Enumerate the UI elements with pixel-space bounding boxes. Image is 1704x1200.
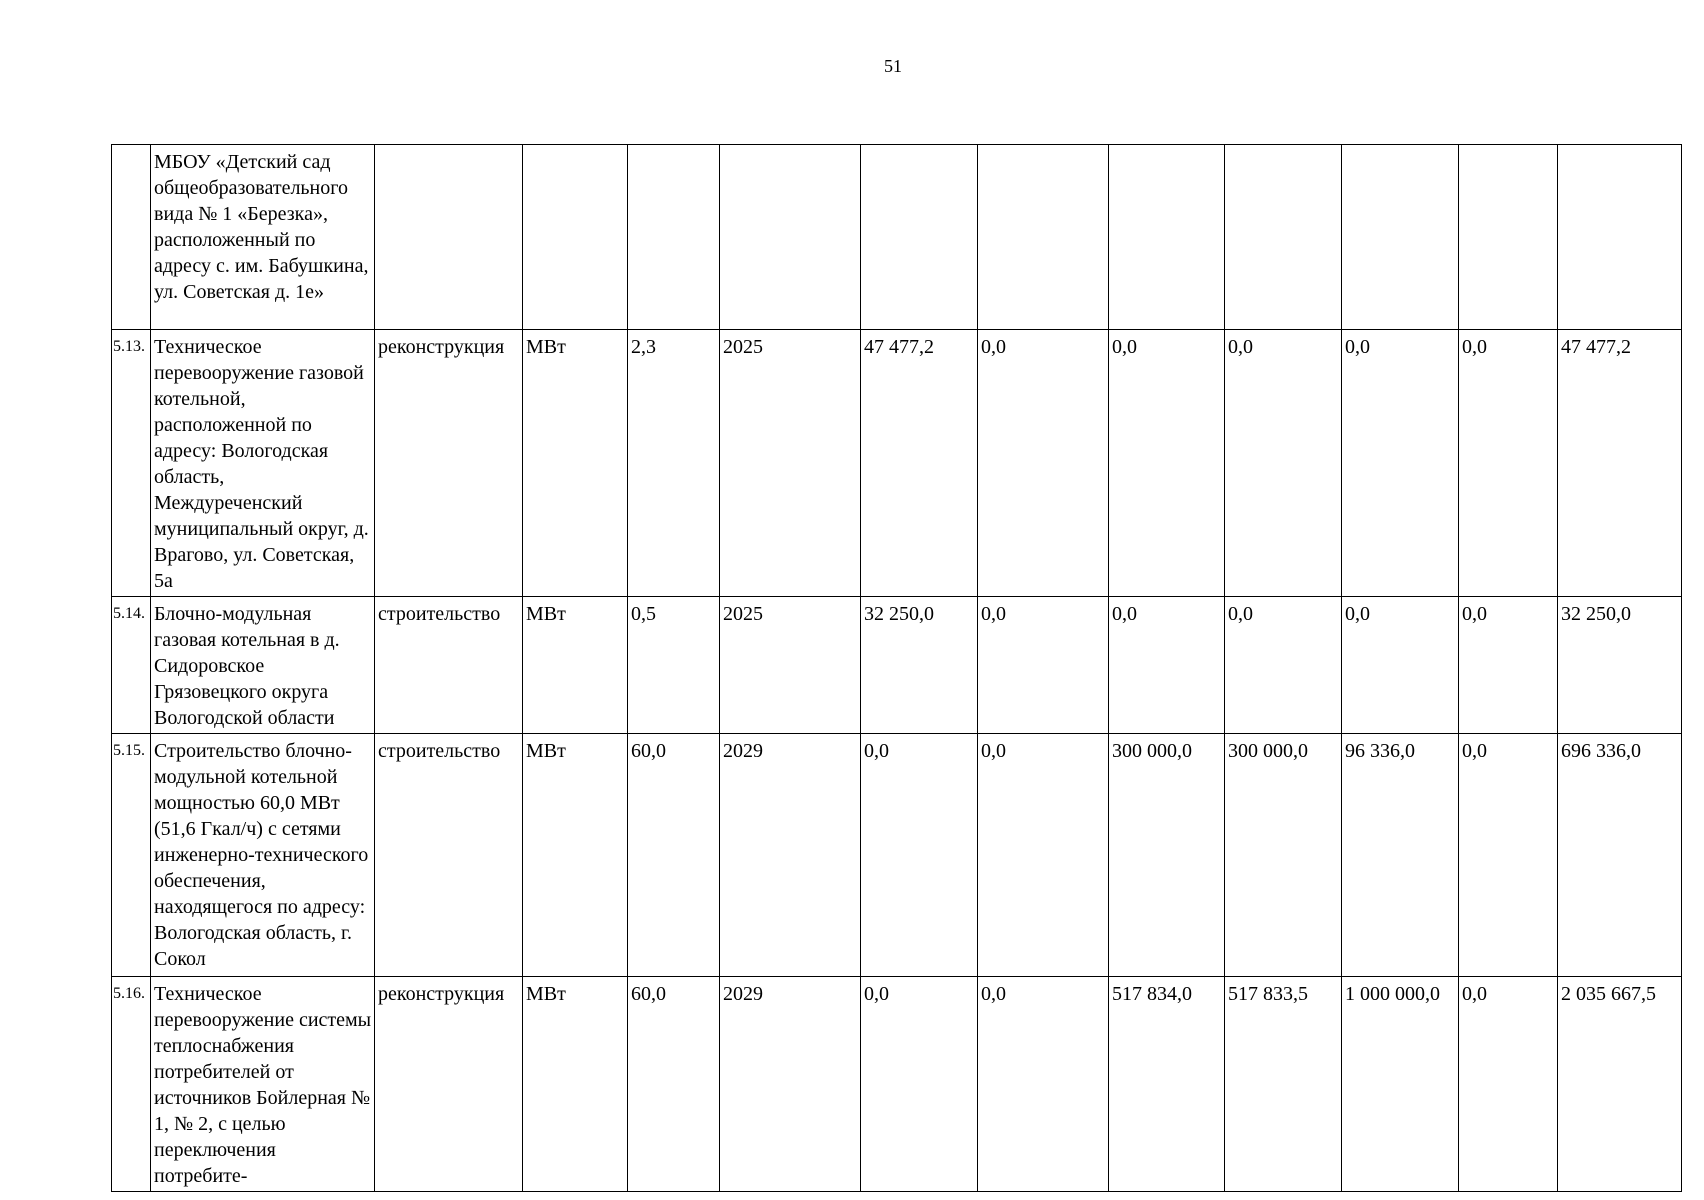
cell-value-3: 517 834,0 — [1109, 977, 1225, 1192]
cell-total: 696 336,0 — [1558, 734, 1682, 977]
cell-work-type: строительство — [375, 734, 523, 977]
cell-value-2: 0,0 — [978, 330, 1109, 597]
cell-capacity: 0,5 — [628, 597, 720, 734]
cell-capacity: 60,0 — [628, 977, 720, 1192]
cell-value-4: 517 833,5 — [1225, 977, 1342, 1192]
cell-work-type: реконструкция — [375, 330, 523, 597]
investment-table — [111, 144, 1682, 1192]
cell-object-name: Блочно-модульная газовая котельная в д. Сидоровское Грязовецкого округа Вологодской области — [151, 597, 375, 734]
cell-object-name: МБОУ «Детский сад общеобразовательного вида № 1 «Березка», расположенный по адресу с. им. Бабушкина, ул. Советская д. 1е» — [151, 145, 375, 330]
cell-value-1 — [861, 145, 978, 330]
cell-object-name: Техническое перевооружение системы теплоснабжения потребителей от источников Бойлерная № 1, № 2, с целью переключения потребите- — [151, 977, 375, 1192]
cell-work-type: реконструкция — [375, 977, 523, 1192]
cell-capacity: 60,0 — [628, 734, 720, 977]
cell-unit: МВт — [523, 597, 628, 734]
table-row — [112, 977, 1682, 1192]
cell-year: 2029 — [720, 734, 861, 977]
cell-value-3: 300 000,0 — [1109, 734, 1225, 977]
cell-year: 2029 — [720, 977, 861, 1192]
cell-unit: МВт — [523, 330, 628, 597]
cell-value-1: 0,0 — [861, 734, 978, 977]
table-row — [112, 597, 1682, 734]
table-row — [112, 145, 1682, 330]
cell-value-4: 0,0 — [1225, 597, 1342, 734]
cell-value-5: 0,0 — [1342, 330, 1459, 597]
cell-capacity: 2,3 — [628, 330, 720, 597]
cell-object-name: Строительство блочно-модульной котельной мощностью 60,0 МВт (51,6 Гкал/ч) с сетями инженерно-технического обеспечения, находящегося по адресу: Вологодская область, г. Сокол — [151, 734, 375, 977]
cell-value-2 — [978, 145, 1109, 330]
cell-value-4 — [1225, 145, 1342, 330]
cell-value-2: 0,0 — [978, 734, 1109, 977]
cell-value-3 — [1109, 145, 1225, 330]
cell-value-3: 0,0 — [1109, 330, 1225, 597]
cell-year: 2025 — [720, 330, 861, 597]
cell-value-6 — [1459, 145, 1558, 330]
cell-year — [720, 145, 861, 330]
table-row — [112, 330, 1682, 597]
cell-row-number: 5.14. — [112, 597, 151, 734]
cell-value-5: 0,0 — [1342, 597, 1459, 734]
page-number: 51 — [884, 56, 902, 76]
cell-unit — [523, 145, 628, 330]
cell-row-number: 5.15. — [112, 734, 151, 977]
cell-work-type: строительство — [375, 597, 523, 734]
cell-value-6: 0,0 — [1459, 734, 1558, 977]
cell-row-number — [112, 145, 151, 330]
cell-value-2: 0,0 — [978, 977, 1109, 1192]
cell-capacity — [628, 145, 720, 330]
cell-unit: МВт — [523, 734, 628, 977]
cell-value-1: 47 477,2 — [861, 330, 978, 597]
cell-value-1: 0,0 — [861, 977, 978, 1192]
cell-value-3: 0,0 — [1109, 597, 1225, 734]
cell-value-5: 1 000 000,0 — [1342, 977, 1459, 1192]
cell-value-1: 32 250,0 — [861, 597, 978, 734]
cell-value-5: 96 336,0 — [1342, 734, 1459, 977]
cell-value-2: 0,0 — [978, 597, 1109, 734]
cell-year: 2025 — [720, 597, 861, 734]
cell-total: 2 035 667,5 — [1558, 977, 1682, 1192]
cell-unit: МВт — [523, 977, 628, 1192]
cell-value-4: 0,0 — [1225, 330, 1342, 597]
cell-object-name: Техническое перевооружение газовой котельной, расположенной по адресу: Вологодская область, Междуреченский муниципальный округ, д. Врагово, ул. Советская, 5а — [151, 330, 375, 597]
cell-value-6: 0,0 — [1459, 597, 1558, 734]
cell-total — [1558, 145, 1682, 330]
cell-row-number: 5.13. — [112, 330, 151, 597]
cell-total: 32 250,0 — [1558, 597, 1682, 734]
cell-value-5 — [1342, 145, 1459, 330]
cell-total: 47 477,2 — [1558, 330, 1682, 597]
table-row — [112, 734, 1682, 977]
cell-value-6: 0,0 — [1459, 977, 1558, 1192]
cell-work-type — [375, 145, 523, 330]
cell-value-6: 0,0 — [1459, 330, 1558, 597]
cell-row-number: 5.16. — [112, 977, 151, 1192]
cell-value-4: 300 000,0 — [1225, 734, 1342, 977]
